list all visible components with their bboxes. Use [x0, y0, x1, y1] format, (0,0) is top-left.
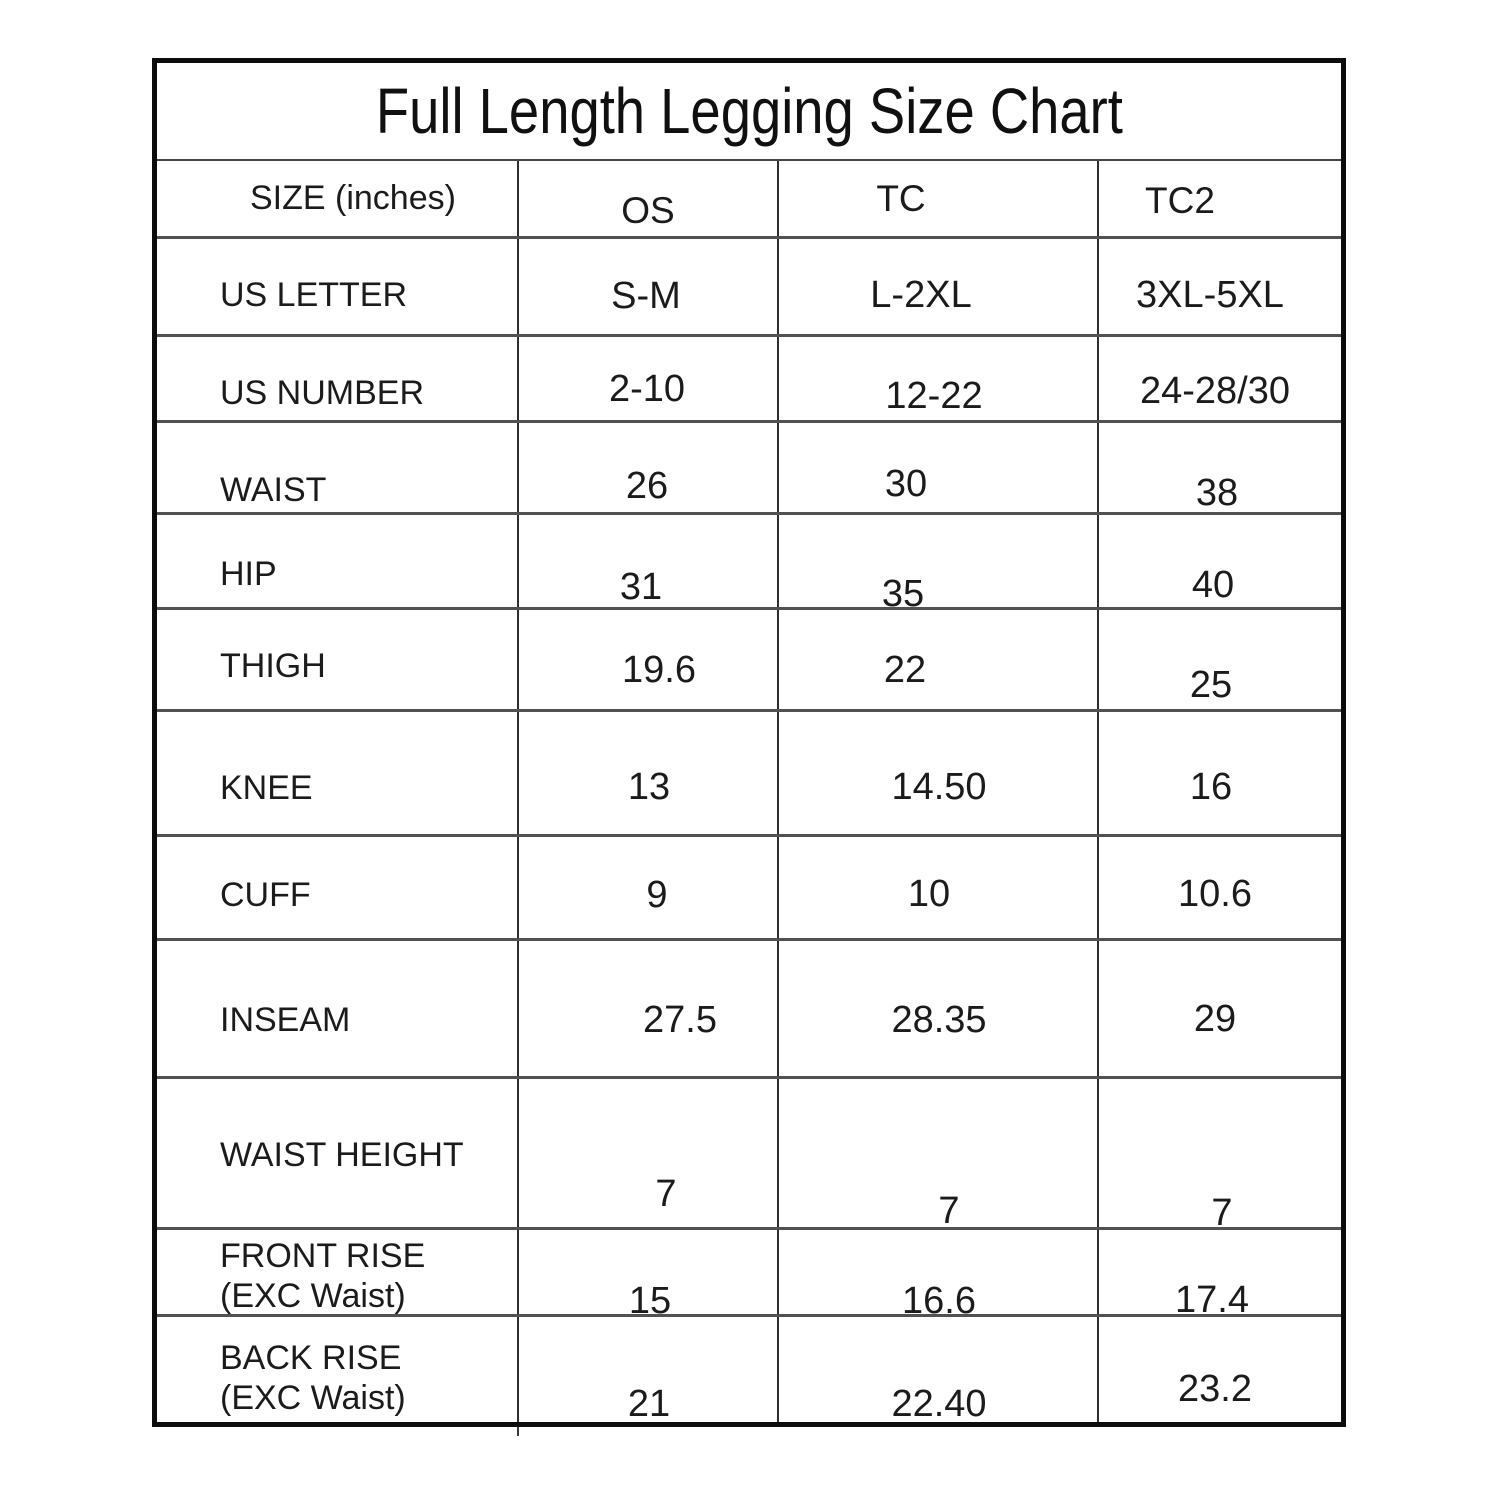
- size-chart-table: [152, 58, 1346, 1427]
- label-waist-height: WAIST HEIGHT: [157, 1079, 519, 1227]
- label-us-number: US NUMBER: [157, 337, 519, 420]
- cell-us-number-os: 2-10: [519, 337, 779, 420]
- cell-knee-tc: 14.50: [779, 712, 1099, 834]
- cell-hip-tc2: 40: [1191, 563, 1235, 606]
- label-waist: WAIST: [157, 423, 519, 512]
- row-inseam: [157, 941, 1341, 1079]
- cell-us-letter-os: S-M: [519, 239, 779, 334]
- cell-front-rise-tc2: 17.4: [1175, 1278, 1249, 1321]
- row-knee: [157, 712, 1341, 837]
- label-cuff: CUFF: [157, 837, 519, 938]
- cell-cuff-tc: 10: [779, 837, 1099, 938]
- row-waist: [157, 423, 1341, 515]
- cell-waist-os: 26: [519, 423, 779, 512]
- cell-hip-tc: 35: [779, 515, 1099, 607]
- row-us-number: [157, 337, 1341, 423]
- chart-title-row: [157, 63, 1341, 161]
- label-hip: HIP: [157, 515, 519, 607]
- cell-cuff-os: 9: [519, 837, 779, 938]
- cell-us-number-tc2: 24-28/30: [1139, 370, 1290, 413]
- cell-thigh-tc2: 25: [1189, 664, 1233, 707]
- cell-inseam-os: 27.5: [519, 941, 779, 1076]
- cell-us-number-tc: 12-22: [779, 337, 1099, 420]
- label-inseam: INSEAM: [157, 941, 519, 1076]
- cell-waist-height-tc: 7: [779, 1079, 1099, 1227]
- row-front-rise: [157, 1230, 1341, 1322]
- header-row: [157, 161, 1341, 239]
- cell-front-rise-tc: 16.6: [779, 1230, 1099, 1314]
- cell-knee-os: 13: [519, 712, 779, 834]
- cell-thigh-tc: 22: [779, 610, 1099, 709]
- label-front-rise: FRONT RISE (EXC Waist): [157, 1230, 519, 1314]
- cell-back-rise-tc: 22.40: [779, 1317, 1099, 1422]
- cell-waist-tc: 30: [779, 423, 1099, 512]
- scan-artifact-tick: [517, 1427, 519, 1436]
- cell-inseam-tc2: 29: [1193, 998, 1237, 1041]
- row-us-letter: [157, 239, 1341, 337]
- cell-cuff-tc2: 10.6: [1178, 873, 1252, 916]
- cell-front-rise-os: 15: [519, 1230, 779, 1314]
- cell-inseam-tc: 28.35: [779, 941, 1099, 1076]
- chart-title: Full Length Legging Size Chart: [375, 75, 1123, 147]
- cell-waist-height-os: 7: [519, 1079, 779, 1227]
- header-tc2: TC2: [1145, 179, 1215, 221]
- header-size-inches: SIZE (inches): [157, 161, 519, 236]
- label-thigh: THIGH: [157, 610, 519, 709]
- cell-hip-os: 31: [519, 515, 779, 607]
- cell-us-letter-tc: L-2XL: [779, 239, 1099, 334]
- cell-waist-tc2: 38: [1195, 472, 1239, 515]
- row-back-rise: [157, 1317, 1341, 1426]
- label-knee: KNEE: [157, 712, 519, 834]
- header-os: OS: [519, 161, 779, 236]
- cell-us-letter-tc2: 3XL-5XL: [1136, 274, 1284, 317]
- cell-waist-height-tc2: 7: [1211, 1191, 1233, 1234]
- cell-knee-tc2: 16: [1189, 765, 1233, 808]
- row-cuff: [157, 837, 1341, 941]
- cell-back-rise-tc2: 23.2: [1178, 1368, 1252, 1411]
- cell-thigh-os: 19.6: [519, 610, 779, 709]
- label-back-rise: BACK RISE (EXC Waist): [157, 1317, 519, 1422]
- row-hip: [157, 515, 1341, 615]
- label-us-letter: US LETTER: [157, 239, 519, 334]
- row-waist-height: [157, 1079, 1341, 1234]
- cell-back-rise-os: 21: [519, 1317, 779, 1422]
- row-thigh: [157, 610, 1341, 712]
- header-tc: TC: [779, 161, 1099, 236]
